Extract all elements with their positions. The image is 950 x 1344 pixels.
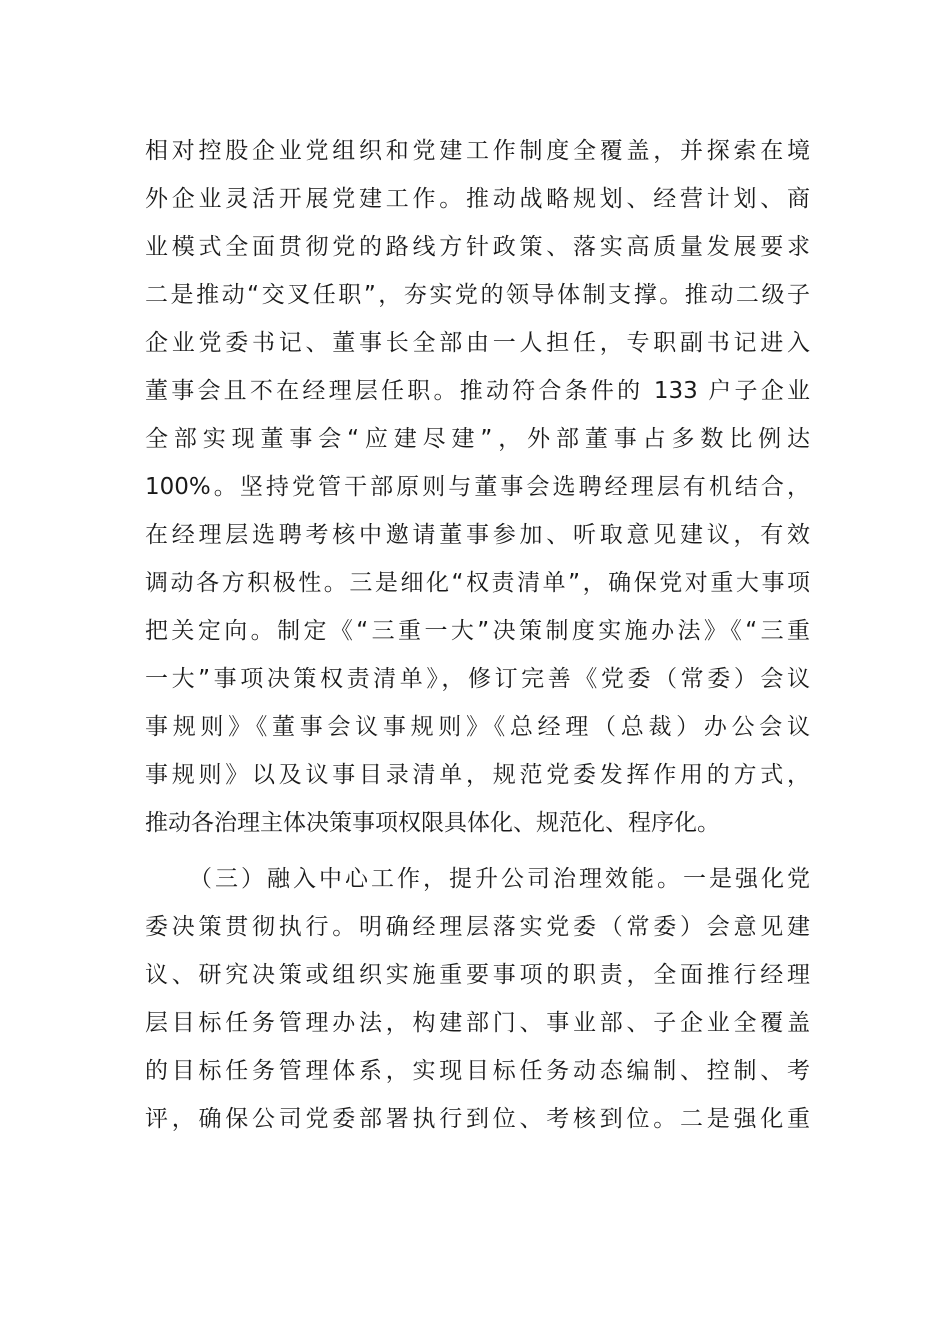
text-line: 委决策贯彻执行。明确经理层落实党委（常委）会意见建 (145, 914, 810, 940)
text-line: 的目标任务管理体系，实现目标任务动态编制、控制、考 (145, 1058, 810, 1084)
text-line: 100%。坚持党管干部原则与董事会选聘经理层有机结合， (145, 474, 810, 500)
text-line: 外企业灵活开展党建工作。推动战略规划、经营计划、商 (145, 186, 810, 212)
text-line: 调动各方积极性。三是细化“权责清单”，确保党对重大事项 (145, 570, 810, 596)
text-line: 董事会且不在经理层任职。推动符合条件的 133 户子企业 (145, 378, 810, 404)
section-heading-line: （三）融入中心工作，提升公司治理效能。一是强化党 (189, 866, 810, 892)
text-line: 层目标任务管理办法，构建部门、事业部、子企业全覆盖 (145, 1010, 810, 1036)
text-line: 在经理层选聘考核中邀请董事参加、听取意见建议，有效 (145, 522, 810, 548)
text-line: 议、研究决策或组织实施重要事项的职责，全面推行经理 (145, 962, 810, 988)
text-line: 二是推动“交叉任职”，夯实党的领导体制支撑。推动二级子 (145, 282, 810, 308)
text-line: 全部实现董事会“应建尽建”，外部董事占多数比例达 (145, 426, 810, 452)
text-line: 业模式全面贯彻党的路线方针政策、落实高质量发展要求 (145, 234, 810, 260)
paragraph-1 (145, 127, 810, 847)
text-line: 把关定向。制定《“三重一大”决策制度实施办法》《“三重 (145, 618, 810, 644)
text-line: 推动各治理主体决策事项权限具体化、规范化、程序化。 (145, 810, 720, 836)
text-line: 相对控股企业党组织和党建工作制度全覆盖，并探索在境 (145, 138, 810, 164)
text-line: 评，确保公司党委部署执行到位、考核到位。二是强化重 (145, 1106, 810, 1132)
paragraph-2 (145, 855, 810, 1143)
text-line: 一大”事项决策权责清单》，修订完善《党委（常委）会议 (145, 666, 810, 692)
text-line: 企业党委书记、董事长全部由一人担任，专职副书记进入 (145, 330, 810, 356)
text-line: 事规则》《董事会议事规则》《总经理（总裁）办公会议 (145, 714, 810, 740)
text-line: 事规则》以及议事目录清单，规范党委发挥作用的方式， (145, 762, 810, 788)
